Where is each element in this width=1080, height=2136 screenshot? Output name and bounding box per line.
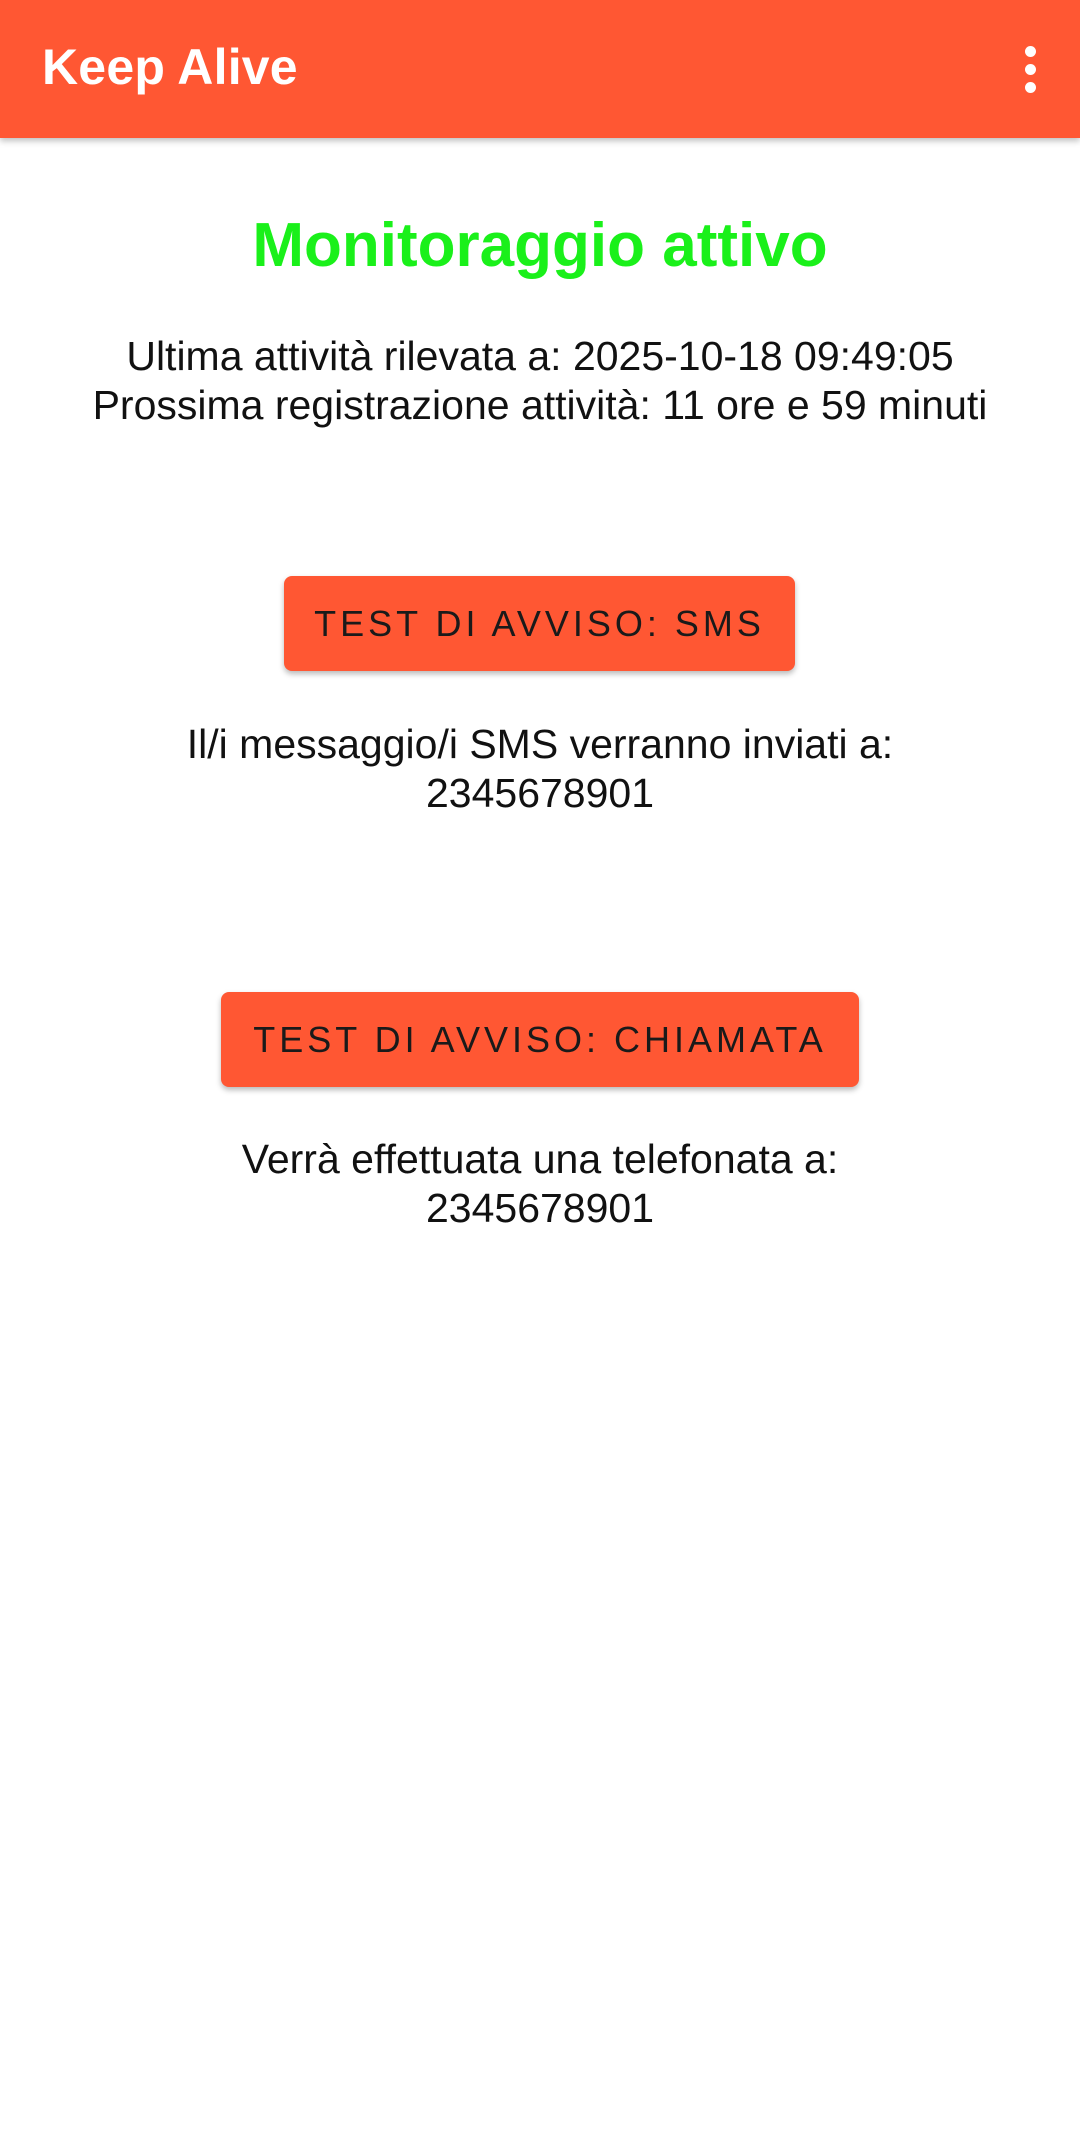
sms-recipient-number: 2345678901 <box>425 770 655 816</box>
call-recipient-info <box>0 1135 1080 1233</box>
test-sms-alert-button[interactable]: TEST DI AVVISO: SMS <box>284 576 795 671</box>
test-call-alert-button[interactable]: TEST DI AVVISO: CHIAMATA <box>221 992 859 1087</box>
sms-description-text: Il/i messaggio/i SMS verranno inviati a: <box>186 721 894 767</box>
call-recipient-number: 2345678901 <box>425 1185 655 1231</box>
monitoring-status-title: Monitoraggio attivo <box>252 211 828 280</box>
next-registration-text: Prossima registrazione attività: 11 ore e 59 minuti <box>92 382 988 428</box>
more-vert-icon[interactable] <box>980 19 1080 119</box>
last-activity-text: Ultima attività rilevata a: 2025-10-18 09:49:05 <box>126 333 954 379</box>
app-title: Keep Alive <box>42 39 298 95</box>
call-description-text: Verrà effettuata una telefonata a: <box>241 1136 839 1182</box>
sms-recipient-info <box>0 720 1080 818</box>
app-bar <box>0 0 1080 138</box>
activity-info <box>0 332 1080 430</box>
